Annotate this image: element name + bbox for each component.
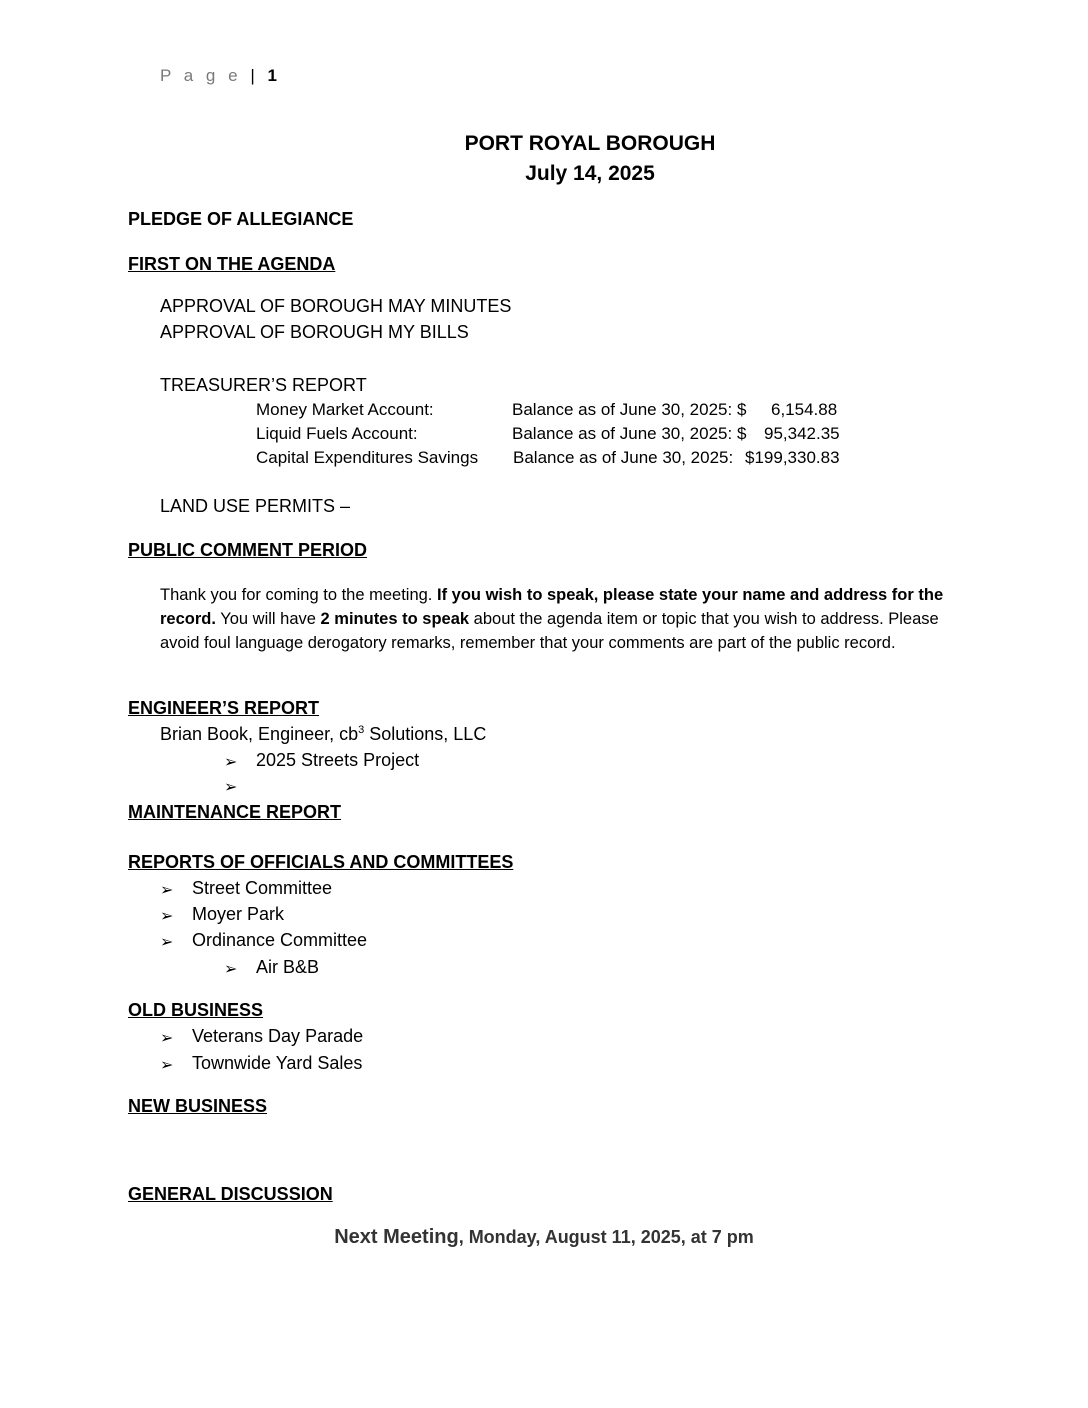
heading-general-discussion: GENERAL DISCUSSION: [128, 1184, 333, 1204]
bullet-arrow-icon: ➢: [160, 1057, 174, 1074]
account-balance-label: Balance as of June 30, 2025: $: [512, 400, 747, 419]
account-balance-label: Balance as of June 30, 2025: $: [512, 424, 747, 443]
public-comment-instruction: If you wish to speak, please state your name and address for the record.: [160, 586, 944, 628]
agenda-treasurer-report: TREASURER’S REPORT: [160, 375, 367, 395]
old-business-item: Veterans Day Parade: [192, 1026, 364, 1046]
bullet-arrow-icon: ➢: [160, 908, 174, 925]
next-meeting: [0, 1226, 1088, 1249]
heading-new-business: NEW BUSINESS: [128, 1096, 268, 1116]
bullet-arrow-icon: ➢: [160, 882, 174, 899]
next-meeting-lead: Next Meeting: [334, 1226, 459, 1248]
account-balance-label: Balance as of June 30, 2025:: [513, 448, 734, 467]
committee-item: Moyer Park: [192, 904, 285, 924]
account-name: Liquid Fuels Account:: [256, 424, 418, 443]
public-comment-text: [160, 583, 970, 655]
bullet-arrow-icon: ➢: [224, 754, 238, 771]
page-number-value: 1: [267, 66, 277, 85]
account-name: Money Market Account:: [256, 400, 434, 419]
public-comment-time-limit: 2 minutes to speak: [320, 610, 470, 628]
agenda-approval-minutes: APPROVAL OF BOROUGH MAY MINUTES: [160, 296, 512, 316]
committee-item: Ordinance Committee: [192, 930, 368, 950]
bullet-arrow-icon: ➢: [224, 961, 238, 978]
heading-reports-officials: REPORTS OF OFFICIALS AND COMMITTEES: [128, 852, 514, 872]
account-amount: $199,330.83: [745, 448, 840, 467]
heading-engineer-report: ENGINEER’S REPORT: [128, 698, 320, 718]
bullet-arrow-icon: ➢: [224, 779, 238, 796]
committee-item: Street Committee: [192, 878, 333, 898]
page-prefix: P a g e: [160, 66, 242, 85]
bullet-arrow-icon: ➢: [160, 934, 174, 951]
document-title: PORT ROYAL BOROUGH: [464, 132, 716, 155]
engineer-name-post: Solutions, LLC: [364, 724, 487, 744]
agenda-approval-bills: APPROVAL OF BOROUGH MY BILLS: [160, 322, 469, 342]
old-business-item: Townwide Yard Sales: [192, 1053, 363, 1073]
public-comment-rest: about the agenda item or topic that you wish to address. Please avoid foul language derogatory remarks, remember that your comments are part of the public record.: [160, 610, 939, 652]
heading-pledge: PLEDGE OF ALLEGIANCE: [128, 209, 354, 229]
account-amount: 6,154.88: [771, 400, 838, 419]
engineer-name: [160, 724, 486, 745]
public-comment-intro: Thank you for coming to the meeting.: [160, 586, 437, 604]
account-name: Capital Expenditures Savings: [256, 448, 479, 467]
page-separator: |: [250, 66, 255, 85]
page-number: [160, 66, 277, 86]
next-meeting-details: , Monday, August 11, 2025, at 7 pm: [458, 1227, 754, 1247]
account-amount: 95,342.35: [764, 424, 840, 443]
document-date: July 14, 2025: [525, 162, 655, 185]
heading-first-on-agenda: FIRST ON THE AGENDA: [128, 254, 336, 274]
heading-old-business: OLD BUSINESS: [128, 1000, 264, 1020]
heading-maintenance-report: MAINTENANCE REPORT: [128, 802, 342, 822]
heading-public-comment: PUBLIC COMMENT PERIOD: [128, 540, 368, 560]
public-comment-time-pre: You will have: [215, 610, 321, 628]
engineer-item: 2025 Streets Project: [256, 750, 420, 770]
committee-subitem: Air B&B: [256, 957, 320, 977]
bullet-arrow-icon: ➢: [160, 1030, 174, 1047]
engineer-name-sup: 3: [358, 724, 365, 736]
engineer-name-pre: Brian Book, Engineer, cb: [160, 724, 359, 744]
agenda-land-use: LAND USE PERMITS –: [160, 496, 351, 516]
